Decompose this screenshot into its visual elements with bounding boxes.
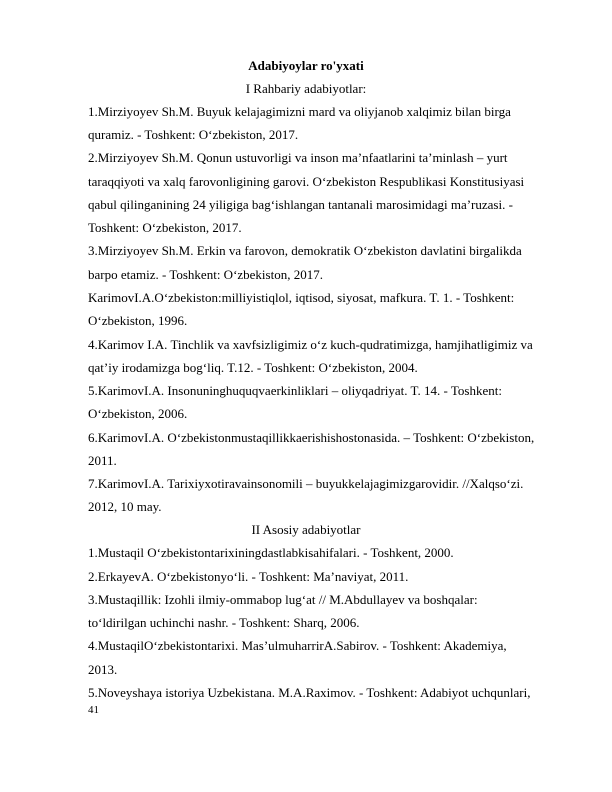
section-heading-guiding-literature: I Rahbariy adabiyotlar:: [245, 81, 367, 96]
reference-line: qabul qilinganining 24 yiligiga bag‘ishlangan tantanali marosimidagi ma’ruzasi. -: [88, 197, 513, 212]
reference-line: O‘zbekiston, 1996.: [88, 313, 188, 328]
reference-line: 1.Mustaqil O‘zbekistontarixiningdastlabkisahifalari. - Toshkent, 2000.: [88, 545, 454, 560]
reference-line: 2011.: [88, 453, 117, 468]
reference-line: 4.Karimov I.A. Tinchlik va xavfsizligimiz o‘z kuch-qudratimizga, hamjihatligimiz va: [88, 337, 533, 352]
reference-line: qat’iy irodamizga bog‘liq. T.12. - Toshkent: O‘zbekiston, 2004.: [88, 360, 418, 375]
reference-line: 5.KarimovI.A. Insonuninghuquqvaerkinliklari – oliyqadriyat. T. 14. - Toshkent:: [88, 383, 502, 398]
reference-line: 1.Mirziyoyev Sh.M. Buyuk kelajagimizni mard va oliyjanob xalqimiz bilan birga: [88, 104, 511, 119]
reference-line: barpo etamiz. - Toshkent: O‘zbekiston, 2017.: [88, 267, 323, 282]
reference-line: 3.Mustaqillik: Izohli ilmiy-ommabop lug‘at // M.Abdullayev va boshqalar:: [88, 592, 478, 607]
page-number: 41: [88, 704, 99, 716]
reference-line: 5.Noveyshaya istoriya Uzbekistana. M.A.Raximov. - Toshkent: Adabiyot uchqunlari,: [88, 685, 531, 700]
reference-line: 6.KarimovI.A. O‘zbekistonmustaqillikkaerishishostonasida. – Toshkent: O‘zbekiston,: [88, 430, 535, 445]
reference-line: to‘ldirilgan uchinchi nashr. - Toshkent: Sharq, 2006.: [88, 615, 360, 630]
reference-line: O‘zbekiston, 2006.: [88, 406, 188, 421]
reference-line: 2.ErkayevA. O‘zbekistonyo‘li. - Toshkent: Ma’naviyat, 2011.: [88, 569, 409, 584]
reference-line: 3.Mirziyoyev Sh.M. Erkin va farovon, demokratik O‘zbekiston davlatini birgalikda: [88, 243, 522, 258]
reference-line: Toshkent: O‘zbekiston, 2017.: [88, 220, 242, 235]
reference-line: 2012, 10 may.: [88, 499, 162, 514]
reference-line: KarimovI.A.O‘zbekiston:milliyistiqlol, iqtisod, siyosat, mafkura. T. 1. - Toshkent:: [88, 290, 515, 305]
reference-line: 2013.: [88, 662, 118, 677]
reference-line: 2.Mirziyoyev Sh.M. Qonun ustuvorligi va inson ma’nfaatlarini ta’minlash – yurt: [88, 150, 508, 165]
reference-line: 7.KarimovI.A. Tarixiyxotiravainsonomili – buyukkelajagimizgarovidir. //Xalqso‘zi.: [88, 476, 524, 491]
document-title: Adabiyoylar ro'yxati: [248, 58, 364, 73]
reference-line: quramiz. - Toshkent: O‘zbekiston, 2017.: [88, 127, 299, 142]
reference-line: 4.MustaqilO‘zbekistontarixi. Mas’ulmuharrirA.Sabirov. - Toshkent: Akademiya,: [88, 638, 507, 653]
section-heading-main-literature: II Asosiy adabiyotlar: [251, 522, 361, 537]
reference-line: taraqqiyoti va xalq farovonligining garovi. O‘zbekiston Respublikasi Konstitusiyasi: [88, 174, 525, 189]
